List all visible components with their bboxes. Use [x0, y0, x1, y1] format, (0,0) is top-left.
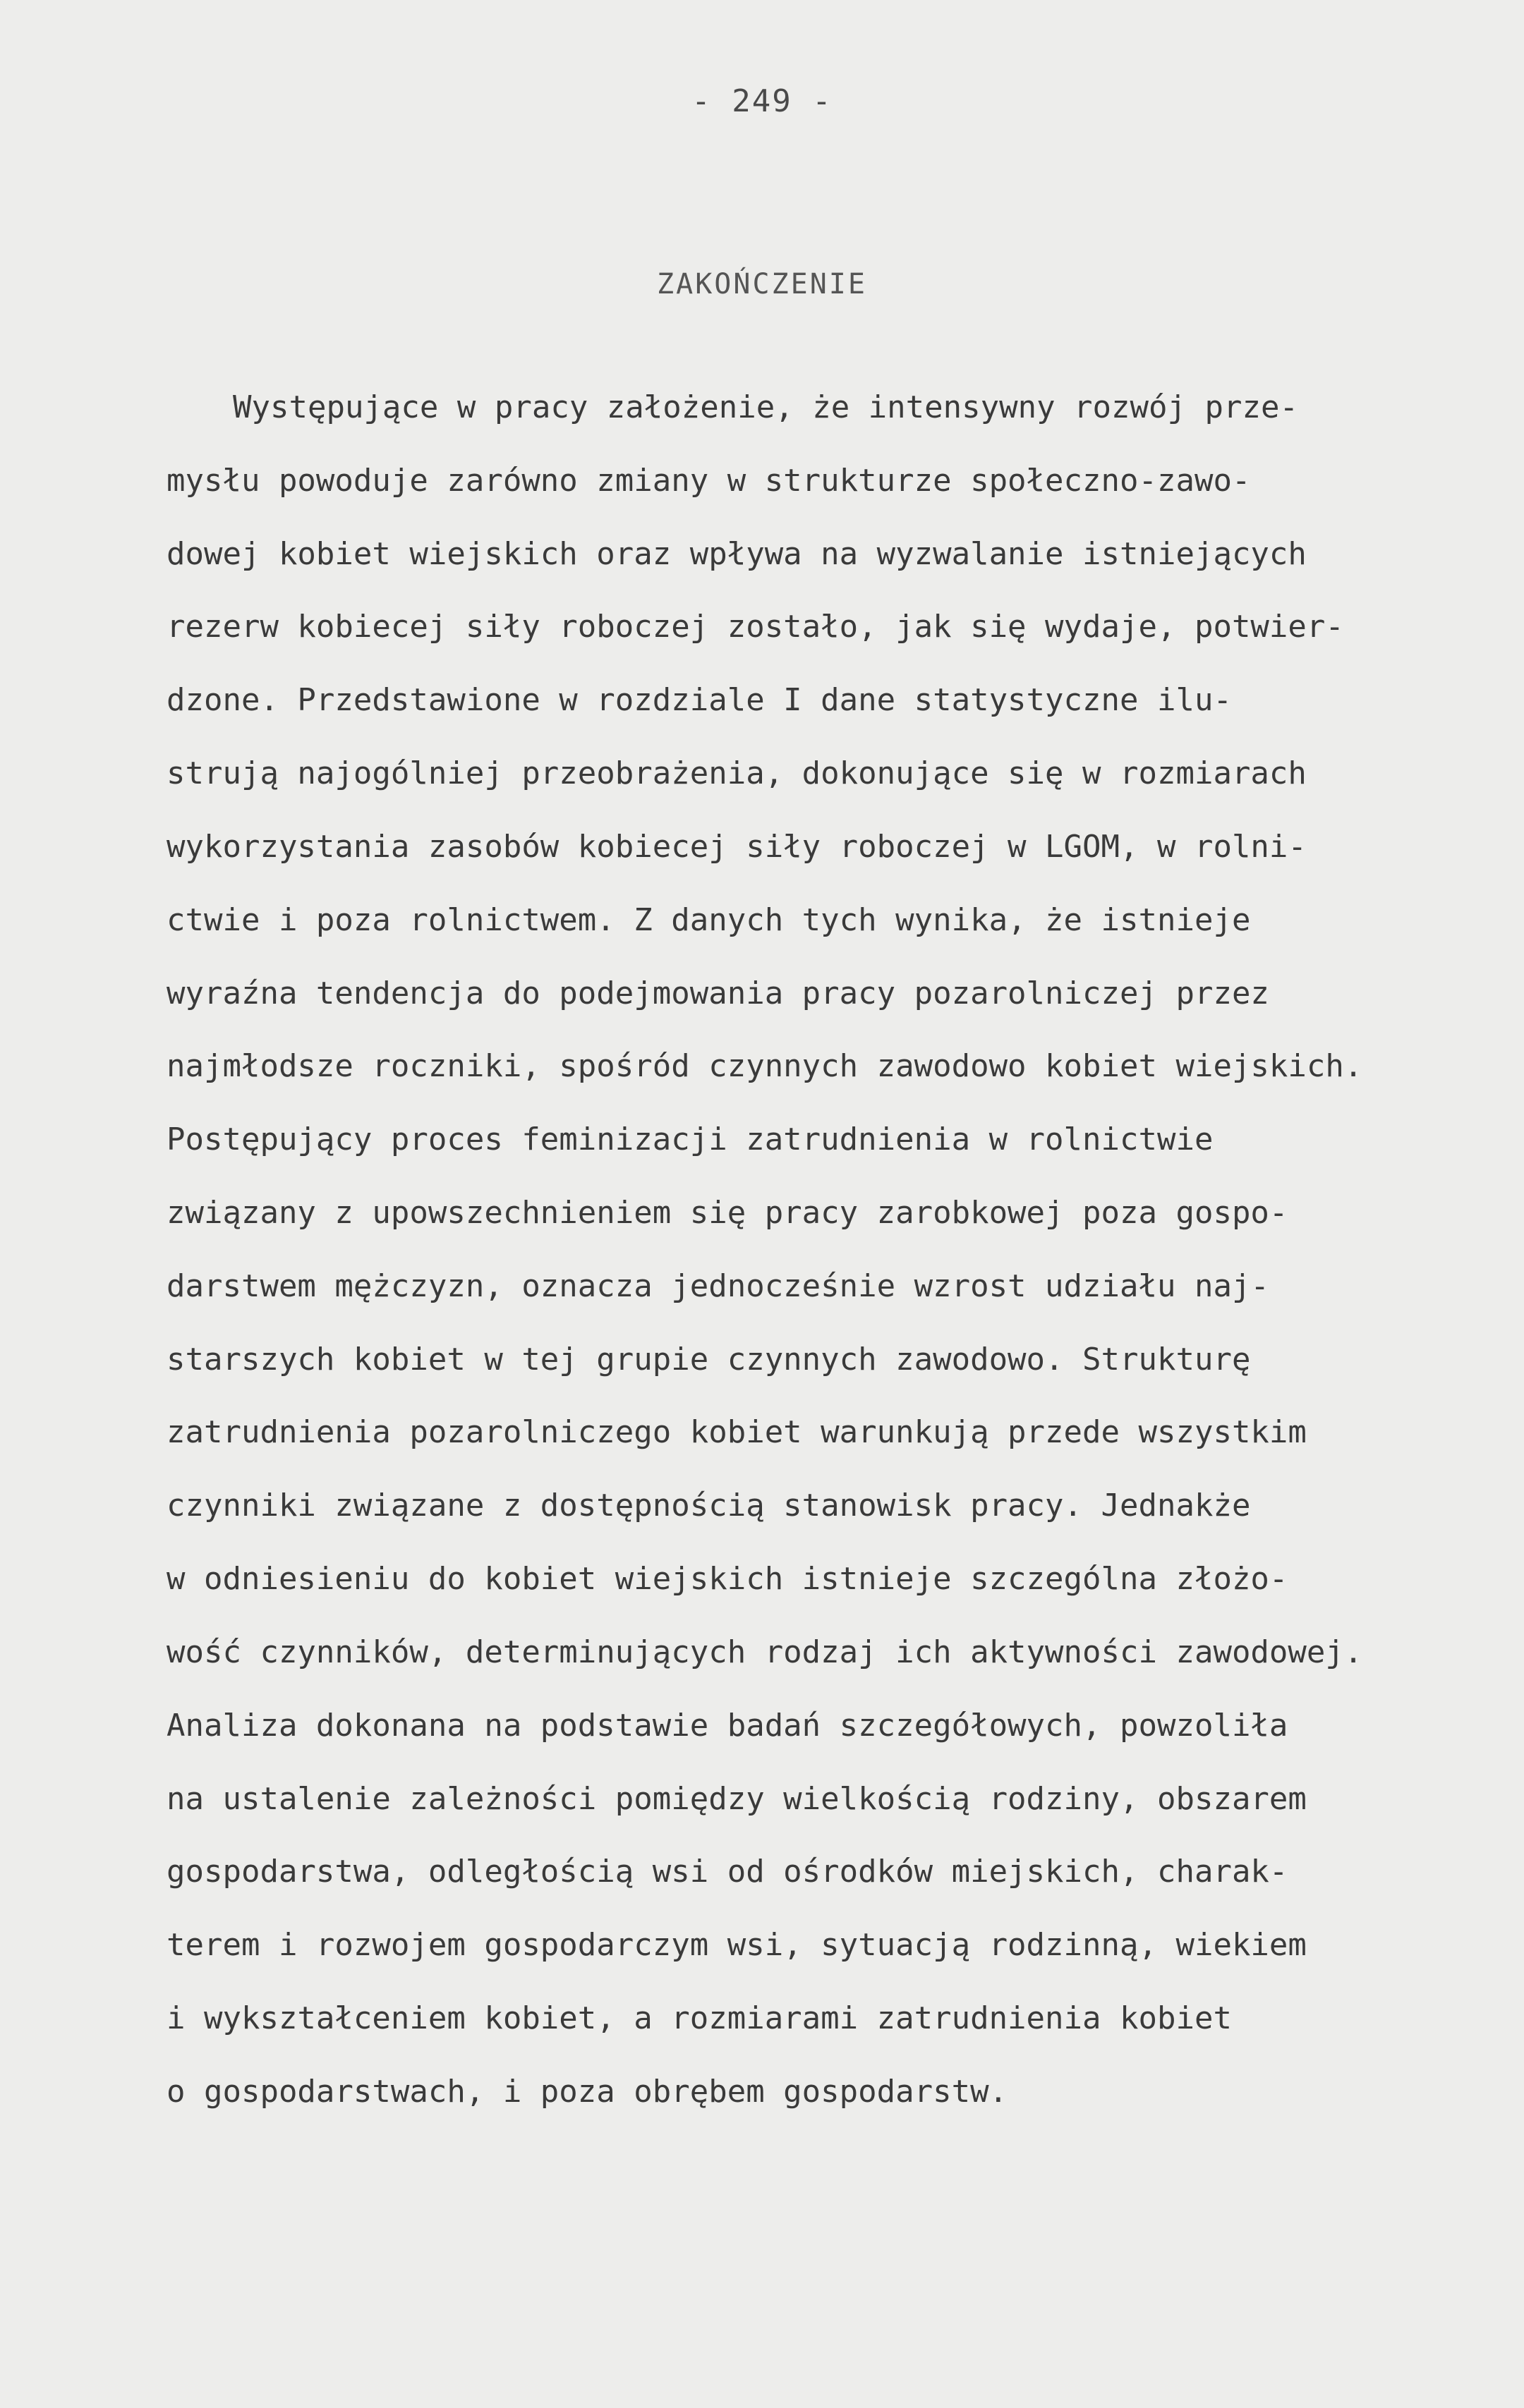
text-line: dzone. Przedstawione w rozdziale I dane statystyczne ilu-: [167, 682, 1232, 718]
text-line: ctwie i poza rolnictwem. Z danych tych wynika, że istnieje: [167, 902, 1251, 938]
text-line: dowej kobiet wiejskich oraz wpływa na wyzwalanie istniejących: [167, 536, 1307, 572]
text-line: związany z upowszechnieniem się pracy zarobkowej poza gospo-: [167, 1195, 1288, 1231]
text-line: strują najogólniej przeobrażenia, dokonujące się w rozmiarach: [167, 755, 1307, 791]
text-line: Występujące w pracy założenie, że intensywny rozwój prze-: [233, 389, 1298, 425]
text-line: starszych kobiet w tej grupie czynnych zawodowo. Strukturę: [167, 1342, 1251, 1378]
text-line: w odniesieniu do kobiet wiejskich istnieje szczególna złożo-: [167, 1561, 1288, 1597]
text-line: rezerw kobiecej siły roboczej zostało, jak się wydaje, potwier-: [167, 609, 1344, 645]
text-line: najmłodsze roczniki, spośród czynnych zawodowo kobiet wiejskich.: [167, 1048, 1363, 1084]
text-line: zatrudnienia pozarolniczego kobiet warunkują przede wszystkim: [167, 1414, 1307, 1450]
text-line: darstwem mężczyzn, oznacza jednocześnie wzrost udziału naj-: [167, 1268, 1269, 1304]
text-line: terem i rozwojem gospodarczym wsi, sytuacją rodzinną, wiekiem: [167, 1927, 1307, 1963]
text-line: Postępujący proces feminizacji zatrudnienia w rolnictwie: [167, 1121, 1214, 1157]
text-line: o gospodarstwach, i poza obrębem gospodarstw.: [167, 2074, 1008, 2110]
text-line: na ustalenie zależności pomiędzy wielkością rodziny, obszarem: [167, 1781, 1307, 1817]
section-heading: ZAKOŃCZENIE: [657, 268, 867, 300]
text-line: wyraźna tendencja do podejmowania pracy pozarolniczej przez: [167, 975, 1269, 1011]
text-line: mysłu powoduje zarówno zmiany w strukturze społeczno-zawo-: [167, 463, 1251, 499]
text-line: i wykształceniem kobiet, a rozmiarami zatrudnienia kobiet: [167, 2000, 1232, 2036]
text-line: gospodarstwa, odległością wsi od ośrodków miejskich, charak-: [167, 1854, 1288, 1890]
text-line: wykorzystania zasobów kobiecej siły roboczej w LGOM, w rolni-: [167, 829, 1307, 865]
page-number: - 249 -: [691, 83, 833, 119]
text-line: czynniki związane z dostępnością stanowisk pracy. Jednakże: [167, 1488, 1251, 1524]
text-line: wość czynników, determinujących rodzaj ich aktywności zawodowej.: [167, 1634, 1363, 1670]
text-line: Analiza dokonana na podstawie badań szczegółowych, powzoliła: [167, 1708, 1288, 1744]
